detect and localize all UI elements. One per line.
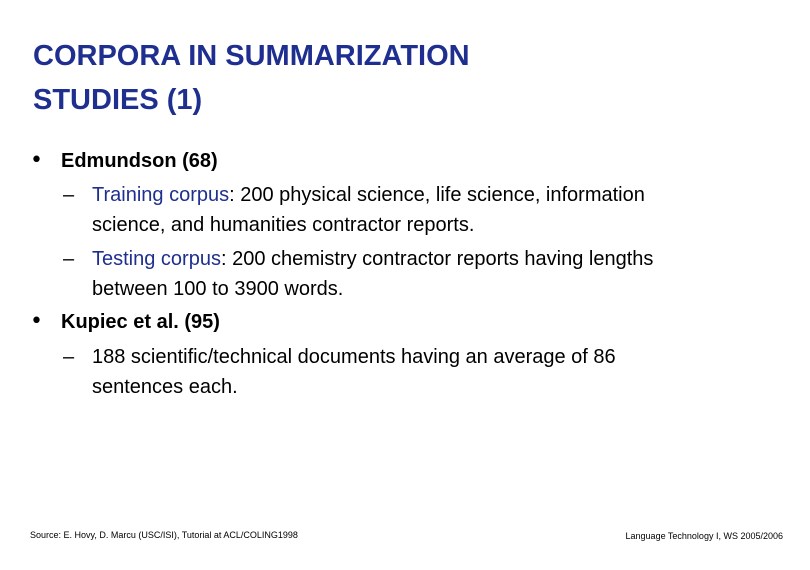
bullet-marker: •: [30, 148, 43, 173]
term-training-corpus: Training corpus: [92, 184, 230, 206]
sub-item-line-1: 188 scientific/technical documents having an average of 86: [92, 346, 616, 368]
slide-title-line-1: CORPORA IN SUMMARIZATION: [33, 40, 470, 72]
bullet-label: Edmundson (68): [61, 150, 218, 172]
bullet-marker: •: [30, 309, 43, 334]
sub-item-line-1: [92, 244, 782, 274]
slide-title-line-2: STUDIES (1): [33, 84, 203, 116]
sub-item-line-2: between 100 to 3900 words.: [92, 278, 344, 300]
slide-title: [33, 34, 773, 122]
bullet-label: Kupiec et al. (95): [61, 311, 220, 333]
sub-item-dash: –: [63, 184, 75, 206]
sub-item-dash: –: [63, 346, 75, 368]
sub-item-text: [92, 180, 782, 240]
sub-item-line-2: sentences each.: [92, 376, 238, 398]
sub-item-text: [92, 244, 782, 304]
sub-item-line-1-rest: : 200 physical science, life science, information: [229, 184, 645, 206]
footer-source: Source: E. Hovy, D. Marcu (USC/ISI), Tutorial at ACL/COLING1998: [30, 530, 298, 540]
sub-item-line-1-rest: : 200 chemistry contractor reports having lengths: [220, 248, 654, 270]
term-testing-corpus: Testing corpus: [92, 248, 221, 270]
sub-item-line-1: [92, 180, 782, 210]
sub-item-text: [92, 342, 782, 402]
sub-item-line-2: science, and humanities contractor reports.: [92, 214, 475, 236]
sub-item-dash: –: [63, 248, 75, 270]
footer-course: Language Technology I, WS 2005/2006: [625, 531, 783, 541]
